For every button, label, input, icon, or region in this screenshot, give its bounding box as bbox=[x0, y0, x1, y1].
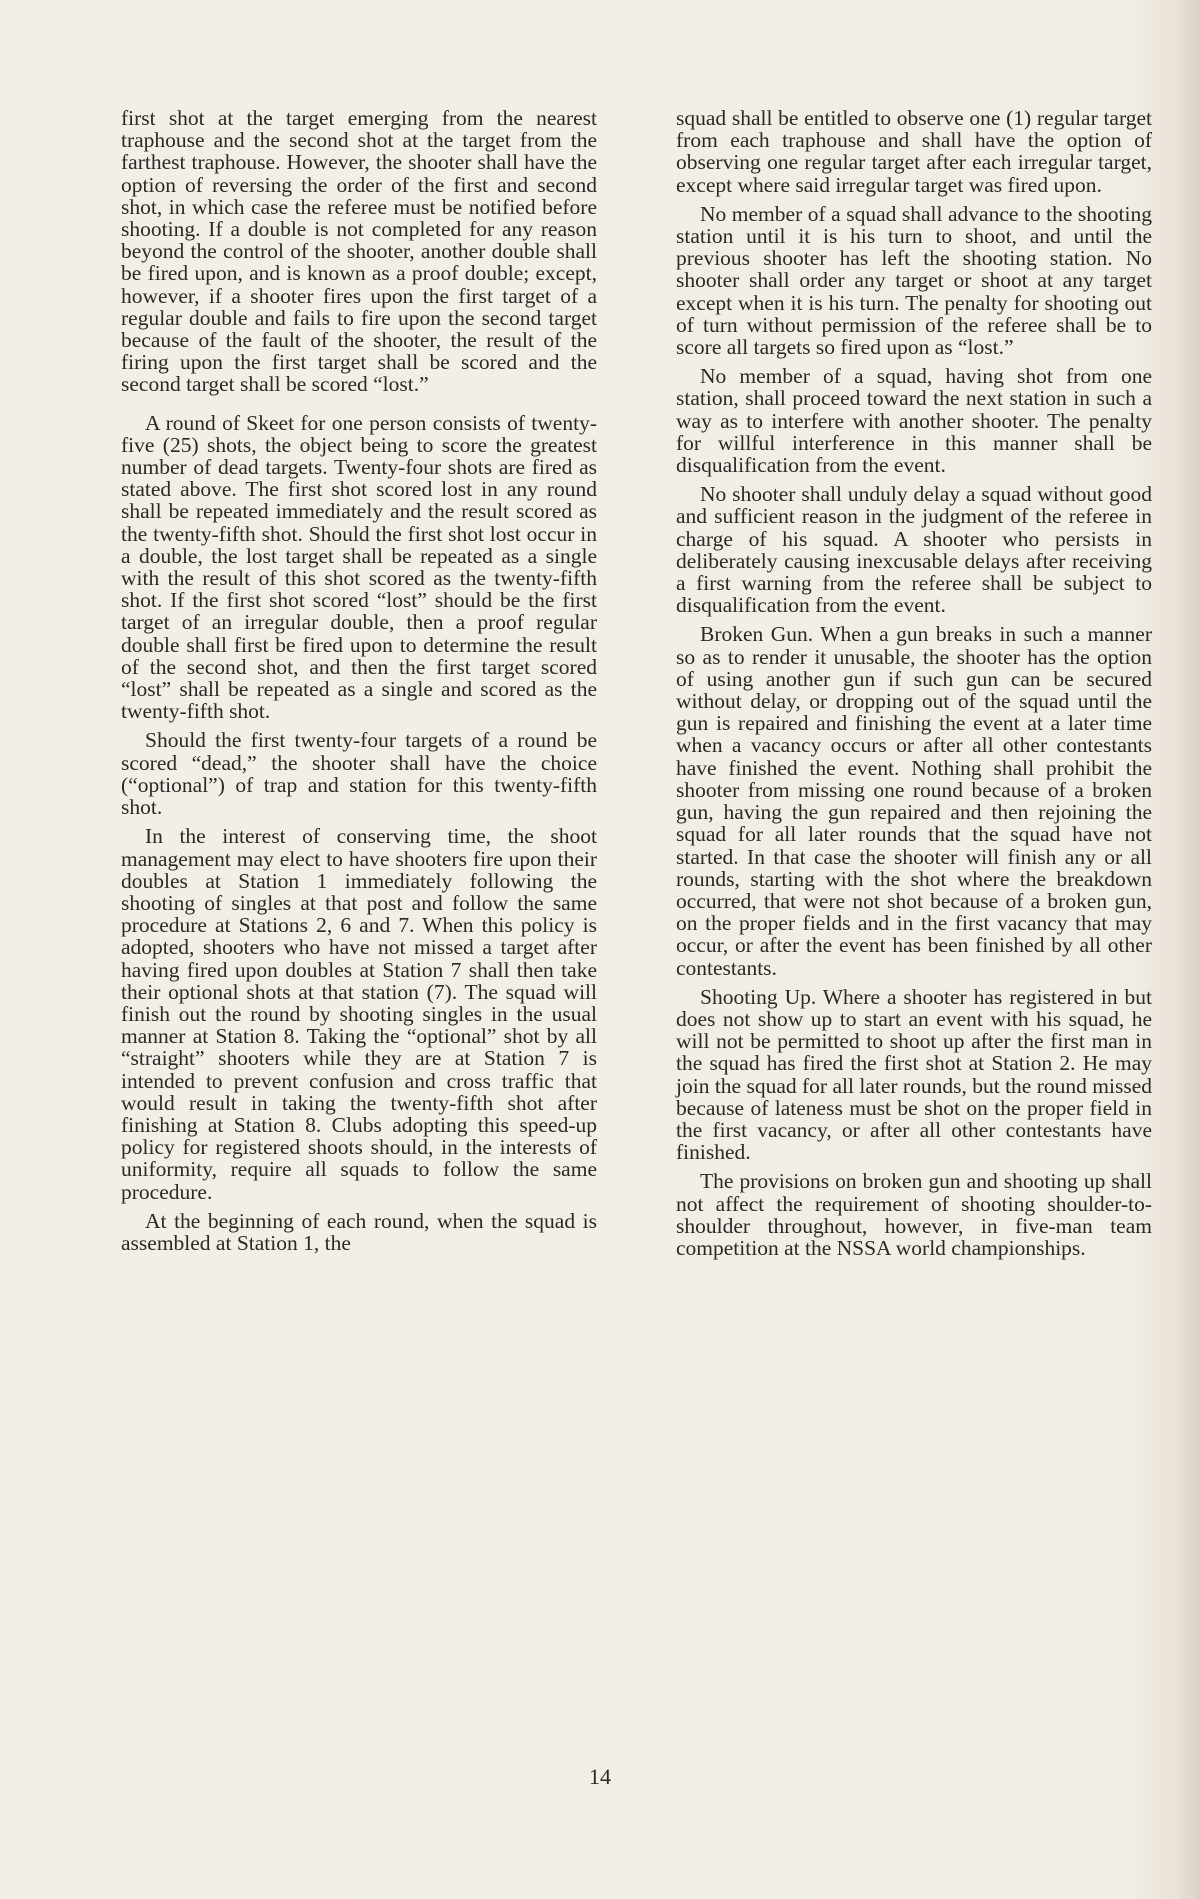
paragraph: Broken Gun. When a gun breaks in such a manner so as to render it unusable, the shooter has the option of using another gun if such gun can be secured without delay, or dropping out of the squad until the gun is repaired and finishing the event at a later time when a vacancy occurs or after all other contestants have finished the event. Nothing shall prohibit the shooter from missing one round because of a broken gun, having the gun repaired and then rejoining the squad for all later rounds that the squad have not started. In that case the shooter will finish any or all rounds, starting with the shot where the breakdown occurred, that were not shot because of a broken gun, on the proper fields and in the first vacancy that may occur, or after the event has been finished by all other contestants. bbox=[676, 622, 1152, 980]
page-number: 14 bbox=[589, 1764, 611, 1789]
paragraph: squad shall be entitled to observe one (1) regular target from each traphouse and shall have the option of observing one regular target after each irregular target, except where said irregular target was fired upon. bbox=[676, 106, 1152, 197]
paragraph: No member of a squad shall advance to the shooting station until it is his turn to shoot, and until the previous shooter has left the shooting station. No shooter shall order any target or shoot at any target except when it is his turn. The penalty for shooting out of turn without permission of the referee shall be to score all targets so fired upon as “lost.” bbox=[676, 201, 1152, 360]
paragraph: In the interest of conserving time, the shoot management may elect to have shooters fire upon their doubles at Station 1 immediately following the shooting of singles at that post and follow the same procedure at Stations 2, 6 and 7. When this policy is adopted, shooters who have not missed a target after having fired upon doubles at Station 7 shall then take their optional shots at that station (7). The squad will finish out the round by shooting singles in the usual manner at Station 8. Taking the “optional” shot by all “straight” shooters while they are at Station 7 is intended to prevent confusion and cross traffic that would result in taking the twenty-fifth shot after finishing at Station 8. Clubs adopting this speed-up policy for registered shoots should, in the interests of uniformity, require all squads to follow the same procedure. bbox=[121, 824, 597, 1204]
paragraph: No shooter shall unduly delay a squad without good and sufficient reason in the judgment of the referee in charge of his squad. A shooter who persists in deliberately causing inexcusable delays after receiving a first warning from the referee shall be subject to disqualification from the event. bbox=[676, 482, 1152, 618]
paragraph: first shot at the target emerging from the nearest traphouse and the second shot at the target from the farthest traphouse. However, the shooter shall have the option of reversing the order of the first and second shot, in which case the referee must be notified before shooting. If a double is not completed for any reason beyond the control of the shooter, another double shall be fired upon, and is known as a proof double; except, however, if a shooter fires upon the first target of a regular double and fails to fire upon the second target because of the fault of the shooter, the result of the firing upon the first target shall be scored and the second target shall be scored “lost.” bbox=[121, 106, 597, 397]
paragraph: The provisions on broken gun and shooting up shall not affect the requirement of shooting shoulder-to-shoulder throughout, however, in five-man team competition at the NSSA world championships. bbox=[676, 1169, 1152, 1260]
paragraph: Should the first twenty-four targets of a round be scored “dead,” the shooter shall have the choice (“optional”) of trap and station for this twenty-fifth shot. bbox=[121, 728, 597, 820]
paragraph: Shooting Up. Where a shooter has registered in but does not show up to start an event with his squad, he will not be permitted to shoot up after the first man in the squad has fired the first shot at Station 2. He may join the squad for all later rounds, but the round missed because of lateness must be shot on the proper field in the first vacancy, or after all other contestants have finished. bbox=[676, 984, 1152, 1165]
paragraph: At the beginning of each round, when the squad is assembled at Station 1, the bbox=[121, 1208, 597, 1255]
right-text-column bbox=[676, 107, 1152, 1266]
left-text-column bbox=[121, 107, 597, 1261]
paragraph: A round of Skeet for one person consists of twenty-five (25) shots, the object being to score the greatest number of dead targets. Twenty-four shots are fired as stated above. The first shot scored lost in any round shall be repeated immediately and the result scored as the twenty-fifth shot. Should the first shot lost occur in a double, the lost target shall be repeated as a single with the result of this shot scored as the twenty-fifth shot. If the first shot scored “lost” should be the first target of an irregular double, then a proof regular double shall first be fired upon to determine the result of the second shot, and then the first target scored “lost” shall be repeated as a single and scored as the twenty-fifth shot. bbox=[121, 410, 597, 724]
paragraph: No member of a squad, having shot from one station, shall proceed toward the next station in such a way as to interfere with another shooter. The penalty for willful interference in this manner shall be disqualification from the event. bbox=[676, 364, 1152, 478]
